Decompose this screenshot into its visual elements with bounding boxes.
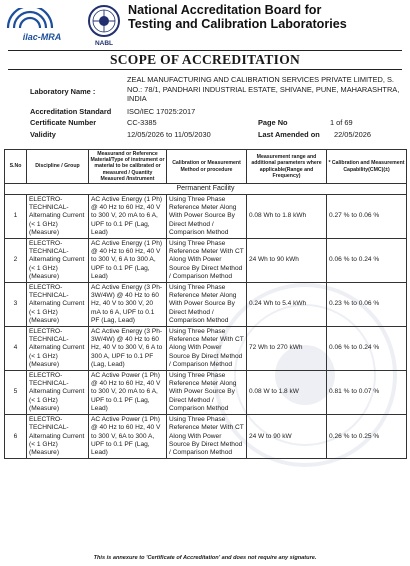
table-row [5,371,407,415]
header-divider [8,50,402,51]
certificate-number-label: Certificate Number [30,118,97,127]
ilac-mra-logo [4,8,80,42]
cell-sno: 4 [5,327,27,371]
cell-range: 72 Wh to 270 kWh [247,327,327,371]
cell-measurand: AC Active Energy (1 Ph) @ 40 Hz to 60 Hz, 40 V to 300 V, 6 A to 300 A, UPF to 0.1 PF (Lag, Lead) [89,239,167,283]
col-header-range: Measurement range and additional parameters where applicable(Range and Frequency) [247,150,327,184]
cell-cmc: 0.81 % to 0.07 % [327,371,407,415]
scope-table [4,149,407,459]
board-title-line1: National Accreditation Board for [128,3,322,17]
nabl-logo-text: NABL [94,40,114,46]
cell-method: Using Three Phase Reference Meter With CT Along With Power Source By Direct Method / Comparison Method [167,239,247,283]
page-header [0,0,410,50]
table-row [5,195,407,239]
table-row [5,283,407,327]
facility-label: Permanent Facility [5,184,407,195]
table-row [5,327,407,371]
cell-measurand: AC Active Energy (3 Ph-3W/4W) @ 40 Hz to 60 Hz, 40 V to 300 V, 6 A to 300 A, UPF to 0.1 PF (Lag, Lead) [89,327,167,371]
cell-range: 0.24 Wh to 5.4 kWh [247,283,327,327]
certificate-number: CC-3385 [127,118,157,127]
accreditation-standard: ISO/IEC 17025:2017 [127,107,196,116]
cell-measurand: AC Active Energy (1 Ph) @ 40 Hz to 60 Hz, 40 V to 300 V, 20 mA to 6 A, UPF to 0.1 PF (Lag, Lead) [89,195,167,239]
cell-cmc: 0.27 % to 0.06 % [327,195,407,239]
last-amended-label: Last Amended on [258,130,320,139]
table-row [5,415,407,459]
page-no-label: Page No [258,118,288,127]
page-no: 1 of 69 [330,118,353,127]
laboratory-name: ZEAL MANUFACTURING AND CALIBRATION SERVICES PRIVATE LIMITED, S. NO.: 78/1, PANDHARI INDUSTRIAL ESTATE, SHIVANE, PUNE, MAHARASHTRA, INDIA [127,75,400,104]
cell-cmc: 0.06 % to 0.24 % [327,327,407,371]
cell-method: Using Three Phase Reference Meter With CT Along With Power Source By Direct Method / Comparison Method [167,415,247,459]
cell-discipline: ELECTRO-TECHNICAL-Alternating Current (< 1 GHz) (Measure) [27,327,89,371]
cell-range: 0.08 Wh to 1.8 kWh [247,195,327,239]
cell-sno: 2 [5,239,27,283]
cell-range: 24 W to 90 kW [247,415,327,459]
cell-sno: 6 [5,415,27,459]
col-header-sno: S.No [5,150,27,184]
cell-method: Using Three Phase Reference Meter Along With Power Source By Direct Method / Comparison Method [167,371,247,415]
scope-title: SCOPE OF ACCREDITATION [109,52,301,67]
footer-note: This is annexure to 'Certificate of Accreditation' and does not require any signature. [93,555,317,561]
cell-cmc: 0.23 % to 0.06 % [327,283,407,327]
cell-range: 0.08 W to 1.8 kW [247,371,327,415]
cell-measurand: AC Active Power (1 Ph) @ 40 Hz to 60 Hz, 40 V to 300 V, 20 mA to 6 A, UPF to 0.1 PF (Lag, Lead) [89,371,167,415]
cell-measurand: AC Active Power (1 Ph) @ 40 Hz to 60 Hz, 40 V to 300 V, 6A to 300 A, UPF to 0.1 PF (Lag, Lead) [89,415,167,459]
col-header-method: Calibration or Measurement Method or procedure [167,150,247,184]
board-title-line2: Testing and Calibration Laboratories [128,17,347,31]
facility-row [5,184,407,195]
cell-discipline: ELECTRO-TECHNICAL-Alternating Current (< 1 GHz) (Measure) [27,371,89,415]
col-header-cmc: * Calibration and Measurement Capability(CMC)(±) [327,150,407,184]
validity-label: Validity [30,130,56,139]
cell-sno: 1 [5,195,27,239]
laboratory-name-label: Laboratory Name : [30,87,96,96]
cell-method: Using Three Phase Reference Meter Along With Power Source By Direct Method / Comparison Method [167,283,247,327]
table-header-row [5,150,407,184]
cell-cmc: 0.06 % to 0.24 % [327,239,407,283]
cell-discipline: ELECTRO-TECHNICAL-Alternating Current (< 1 GHz) (Measure) [27,195,89,239]
scope-divider [8,69,402,70]
accreditation-standard-label: Accreditation Standard [30,107,112,116]
cell-discipline: ELECTRO-TECHNICAL-Alternating Current (< 1 GHz) (Measure) [27,415,89,459]
cell-sno: 3 [5,283,27,327]
cell-discipline: ELECTRO-TECHNICAL-Alternating Current (< 1 GHz) (Measure) [27,239,89,283]
cell-cmc: 0.26 % to 0.25 % [327,415,407,459]
last-amended: 22/05/2026 [334,130,371,139]
validity: 12/05/2026 to 11/05/2030 [127,130,211,139]
board-title [128,3,347,31]
cell-sno: 5 [5,371,27,415]
nabl-logo [86,4,122,46]
table-row [5,239,407,283]
cell-discipline: ELECTRO-TECHNICAL-Alternating Current (< 1 GHz) (Measure) [27,283,89,327]
col-header-measurand: Measurand or Reference Material/Type of instrument or material to be calibrated or measured / Quantity Measured /Instrument [89,150,167,184]
cell-method: Using Three Phase Reference Meter With CT Along With Power Source By Direct Method / Comparison Method [167,327,247,371]
ilac-logo-text: ilac-MRA [22,32,62,42]
cell-method: Using Three Phase Reference Meter Along With Power Source By Direct Method / Comparison Method [167,195,247,239]
col-header-discipline: Discipline / Group [27,150,89,184]
cell-range: 24 Wh to 90 kWh [247,239,327,283]
cell-measurand: AC Active Energy (3 Ph-3W/4W) @ 40 Hz to 60 Hz, 40 V to 300 V, 20 mA to 6 A, UPF to 0.1 PF (Lag, Lead) [89,283,167,327]
